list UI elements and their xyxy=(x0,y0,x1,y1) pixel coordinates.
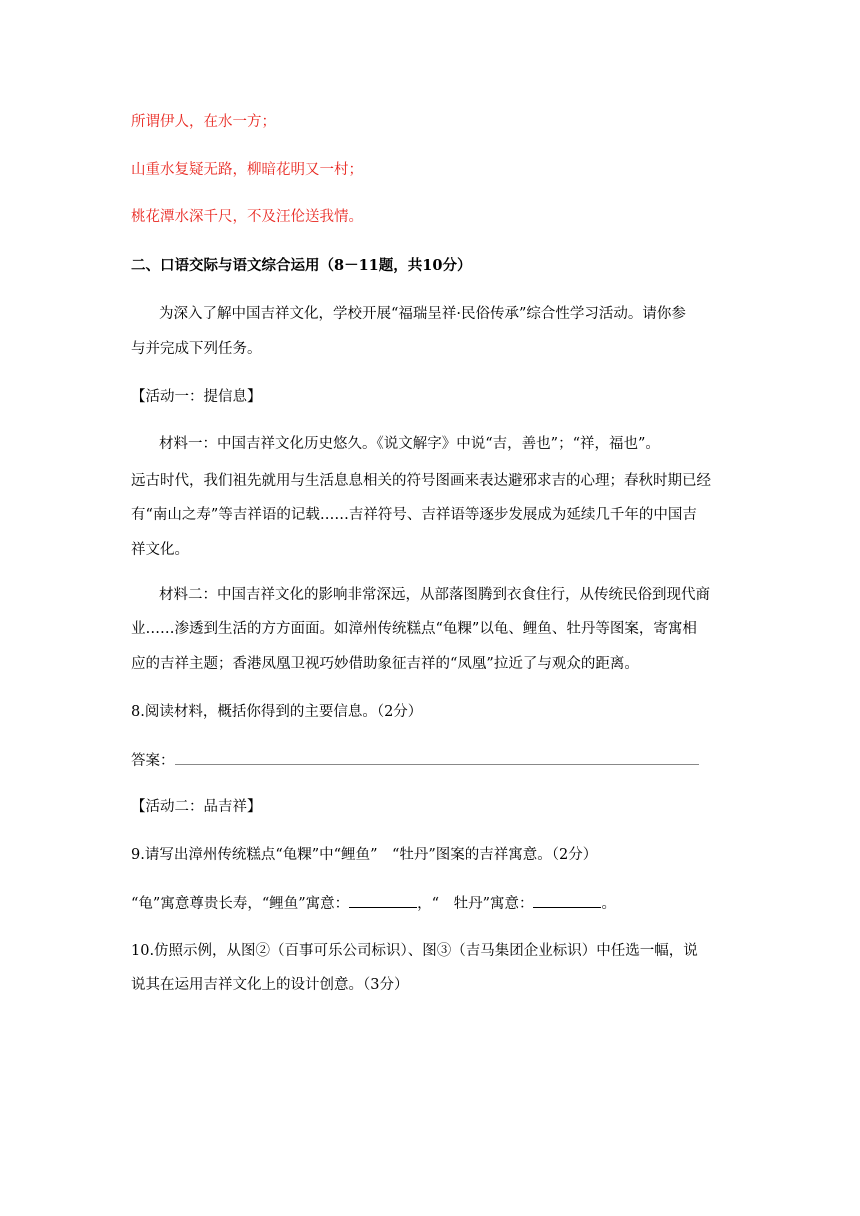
material2-line-3: 应的吉祥主题；香港凤凰卫视巧妙借助象征吉祥的“凤凰”拉近了与观众的距离。 xyxy=(131,656,639,672)
peony-meaning-blank[interactable] xyxy=(533,893,601,908)
intro-line-1: 为深入了解中国吉祥文化，学校开展“福瑞呈祥·民俗传承”综合性学习活动。请你参 xyxy=(159,306,686,322)
activity1-heading: 【活动一：提信息】 xyxy=(131,389,262,405)
material2-line-1: 材料二：中国吉祥文化的影响非常深远，从部落图腾到衣食住行，从传统民俗到现代商 xyxy=(159,587,710,603)
question-10-line-1: 10.仿照示例，从图②（百事可乐公司标识）、图③（吉马集团企业标识）中任选一幅，说 xyxy=(131,943,698,959)
section-title: 二、口语交际与语文综合运用（8－11题，共10分） xyxy=(131,257,472,274)
intro-line-2: 与并完成下列任务。 xyxy=(131,341,262,357)
activity2-heading: 【活动二：品吉祥】 xyxy=(131,799,262,815)
question-10-line-2: 说其在运用吉祥文化上的设计创意。（3分） xyxy=(131,977,409,993)
poem-line-1: 所谓伊人，在水一方； xyxy=(131,114,276,130)
question-8-prompt: 8.阅读材料，概括你得到的主要信息。（2分） xyxy=(131,704,423,720)
material1-line-2: 远古时代，我们祖先就用与生活息息相关的符号图画来表达避邪求吉的心理；春秋时期已经 xyxy=(131,473,711,489)
material1-line-1: 材料一：中国吉祥文化历史悠久。《说文解字》中说“吉，善也”；“祥，福也”。 xyxy=(159,436,660,452)
question-9-fill-row xyxy=(131,893,616,914)
material1-line-4: 祥文化。 xyxy=(131,542,189,558)
q9-part-2: ，“ 牡丹”寓意： xyxy=(417,896,534,912)
q9-part-1: “龟”寓意尊贵长寿，“鲤鱼”寓意： xyxy=(131,896,350,912)
q9-part-3: 。 xyxy=(601,896,616,912)
poem-line-2: 山重水复疑无路，柳暗花明又一村； xyxy=(131,162,363,178)
answer-label: 答案： xyxy=(131,753,175,769)
material1-line-3: 有“南山之寿”等吉祥语的记载……吉祥符号、吉祥语等逐步发展成为延续几千年的中国吉 xyxy=(131,507,697,523)
poem-line-3: 桃花潭水深千尺，不及汪伦送我情。 xyxy=(131,209,363,225)
material2-line-2: 业……渗透到生活的方方面面。如漳州传统糕点“龟粿”以龟、鲤鱼、牡丹等图案，寄寓相 xyxy=(131,621,697,637)
question-8-answer-row xyxy=(131,750,699,771)
carp-meaning-blank[interactable] xyxy=(349,893,417,908)
answer-blank-line[interactable] xyxy=(175,750,699,765)
question-9-prompt: 9.请写出漳州传统糕点“龟粿”中“鲤鱼” “牡丹”图案的吉祥寓意。（2分） xyxy=(131,847,598,863)
